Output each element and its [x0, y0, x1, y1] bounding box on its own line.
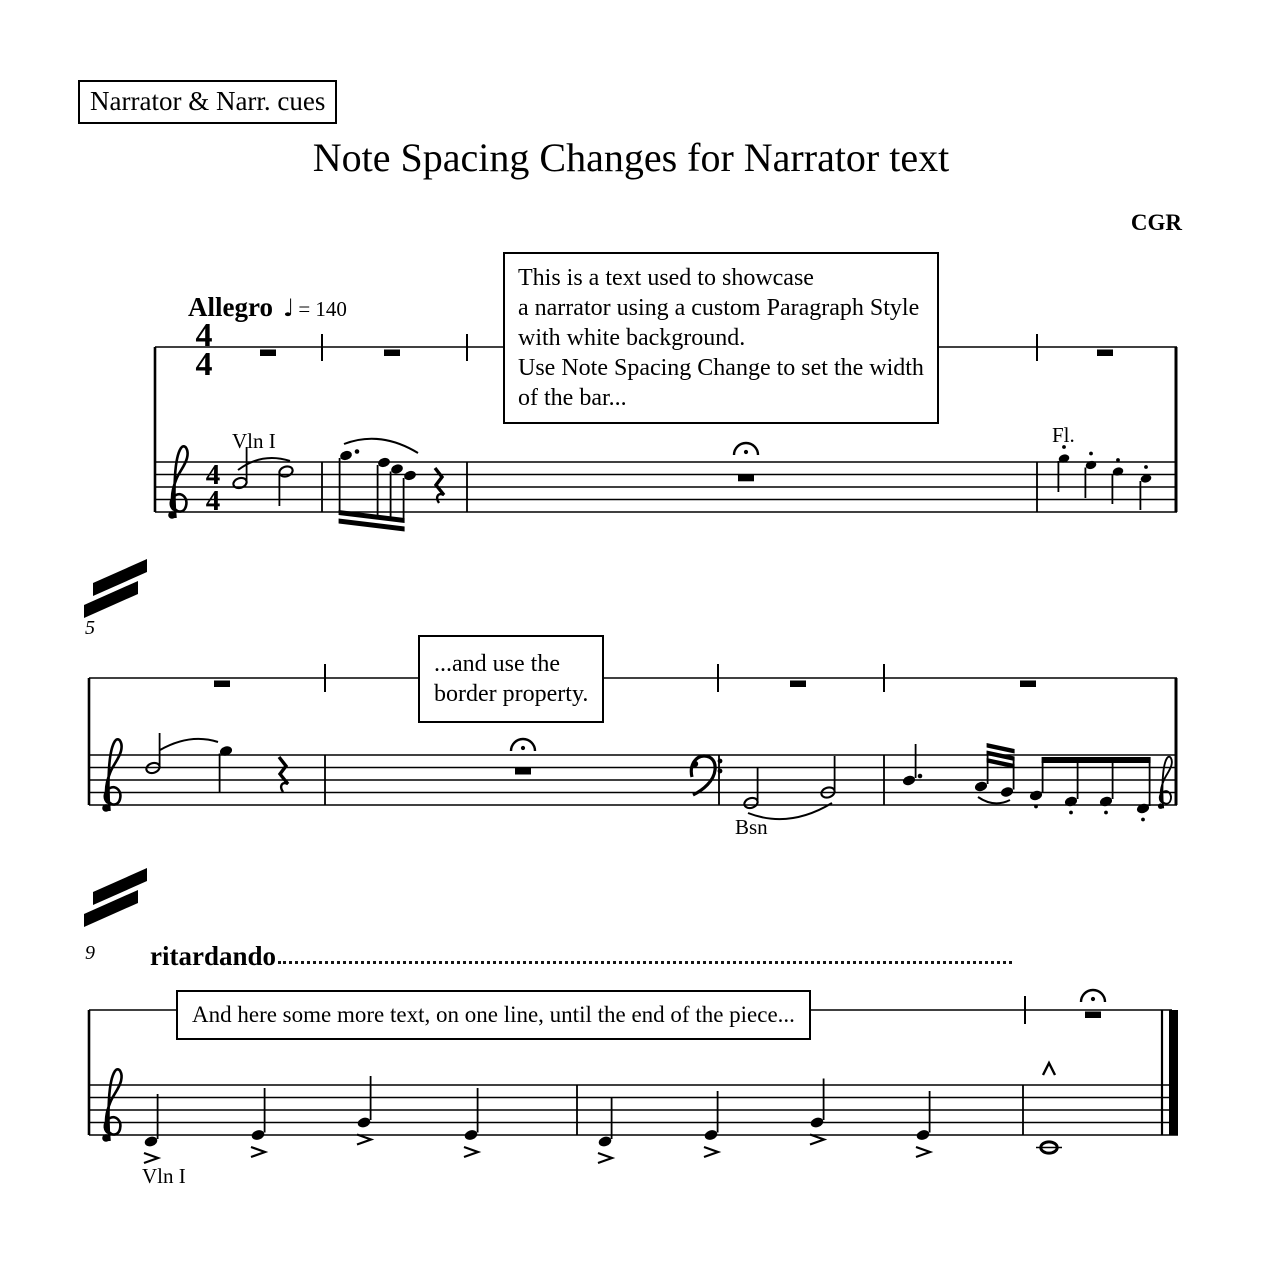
accent-icon: [464, 1147, 478, 1157]
treble-clef-icon: [102, 1069, 121, 1141]
accent-icon: [598, 1153, 612, 1163]
accent-icon: [357, 1135, 371, 1145]
system-2-cue-staff: [89, 733, 1177, 821]
ritardando-leader-line: [278, 961, 1012, 964]
fermata-icon: [1081, 990, 1105, 1002]
bass-clef-icon: [691, 756, 722, 795]
whole-rest: [384, 350, 400, 357]
ritardando-text: ritardando: [150, 941, 277, 971]
narrator-time-sig-numerator: 4: [195, 317, 213, 354]
system-3-cue-staff: [89, 1063, 1178, 1163]
whole-rest: [738, 475, 754, 482]
staff-time-sig-numerator: 4: [205, 459, 221, 491]
measure-number-9: 9: [85, 942, 95, 964]
narration-box-3: [176, 990, 811, 1040]
instrument-label-box: [78, 80, 337, 124]
narration-line: border property.: [434, 681, 589, 707]
cue-label-vln1: Vln I: [232, 429, 276, 453]
system-2: [89, 664, 1177, 821]
narration-line: Use Note Spacing Change to set the width: [518, 355, 924, 381]
cue-label-vln1-bottom: Vln I: [142, 1164, 186, 1188]
whole-rest: [214, 681, 230, 688]
accent-icon: [704, 1147, 718, 1157]
accent-icon: [144, 1153, 158, 1163]
final-barline-thick: [1169, 1010, 1178, 1135]
whole-rest: [515, 768, 531, 775]
accent-icon: [916, 1147, 930, 1157]
cue-label-bsn: Bsn: [735, 815, 768, 839]
system-break-icon: [84, 872, 156, 932]
tempo-marking: [188, 292, 347, 323]
narration-box-1: [503, 252, 939, 424]
treble-clef-icon: [1158, 757, 1172, 809]
quarter-note-icon: ♩: [282, 294, 295, 322]
accent-icon: [810, 1135, 824, 1145]
system-1-cue-staff: [155, 439, 1177, 532]
quarter-rest-icon: [279, 757, 288, 792]
narration-line: And here some more text, on one line, until the end of the piece...: [192, 1002, 795, 1027]
narrator-time-sig-denominator: 4: [195, 346, 213, 383]
composer-credit: CGR: [1130, 210, 1182, 235]
narration-line: a narrator using a custom Paragraph Style: [518, 295, 920, 321]
fermata-icon: [511, 739, 535, 751]
treble-clef-icon: [168, 446, 187, 518]
narration-line: with white background.: [518, 325, 746, 351]
system-break-icon: [84, 563, 156, 623]
whole-rest: [1020, 681, 1036, 688]
page-title: Note Spacing Changes for Narrator text: [312, 135, 950, 180]
narration-line: ...and use the: [434, 651, 560, 677]
instrument-label: Narrator & Narr. cues: [90, 86, 326, 116]
whole-rest: [1097, 350, 1113, 357]
staff-time-sig-denominator: 4: [205, 485, 221, 517]
marcato-icon: [1043, 1063, 1055, 1075]
tempo-value: = 140: [298, 297, 347, 321]
narration-line: This is a text used to showcase: [518, 265, 814, 291]
whole-rest: [1085, 1012, 1101, 1019]
quarter-rest-icon: [435, 468, 444, 503]
accent-icon: [251, 1147, 265, 1157]
whole-rest: [790, 681, 806, 688]
tempo-word: Allegro: [188, 292, 273, 322]
treble-clef-icon: [102, 739, 121, 811]
narration-line: of the bar...: [518, 385, 627, 411]
measure-number-5: 5: [85, 617, 95, 639]
narration-box-2: [418, 635, 604, 723]
cue-label-fl: Fl.: [1052, 423, 1075, 447]
fermata-icon: [734, 443, 758, 455]
ritardando-marking: [150, 941, 1016, 971]
whole-rest: [260, 350, 276, 357]
